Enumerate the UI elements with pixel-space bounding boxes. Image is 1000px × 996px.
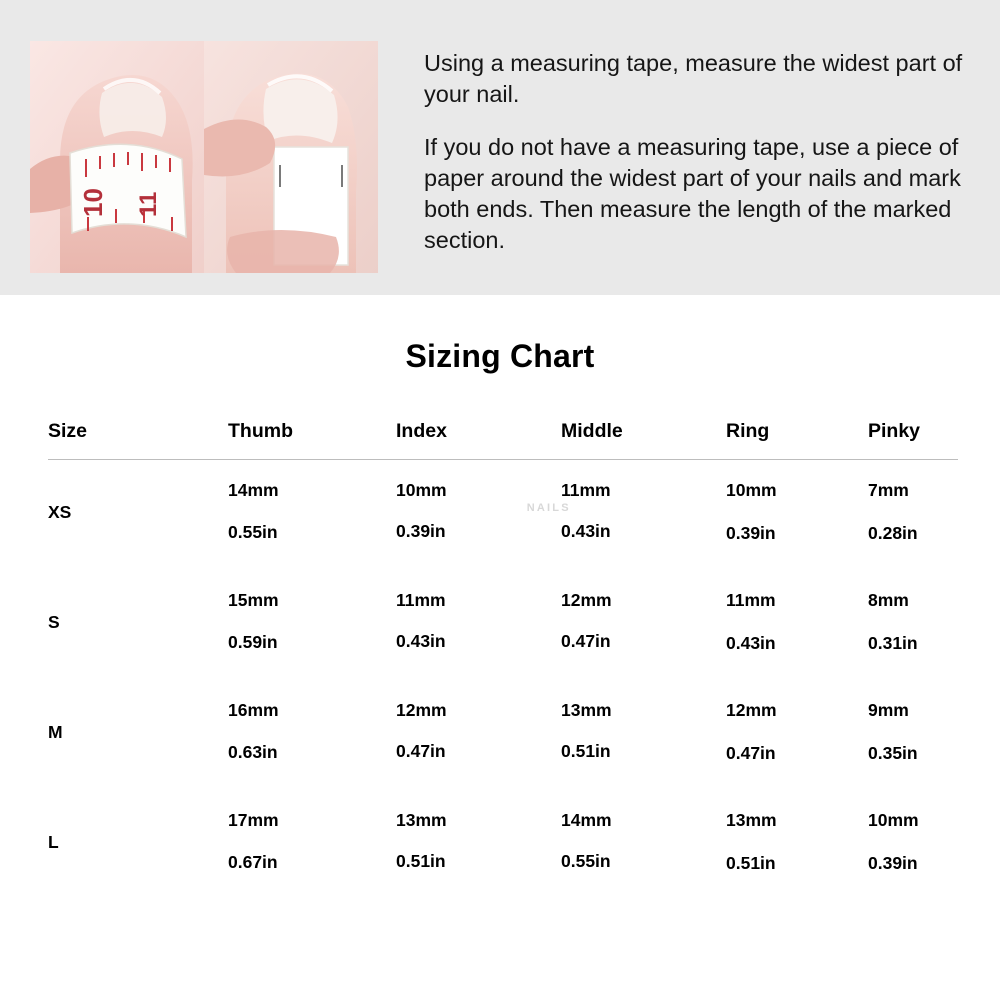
column-header-pinky: Pinky: [868, 420, 921, 442]
value-mm: 13mm: [561, 699, 612, 720]
value-in: 0.59in: [228, 631, 278, 652]
column-header-middle: Middle: [561, 420, 623, 442]
value-in: 0.67in: [228, 851, 278, 872]
cell-ring: [726, 460, 868, 570]
cell-middle: [561, 680, 726, 790]
value-mm: 9mm: [868, 699, 909, 720]
value-mm: 14mm: [561, 809, 612, 830]
cell-middle: [561, 570, 726, 680]
table-row: [48, 570, 958, 680]
watermark-primary: THE ONLY: [449, 502, 522, 514]
row-size-label: XS: [48, 502, 72, 522]
value-in: 0.51in: [726, 852, 776, 873]
value-in: 0.43in: [396, 630, 446, 651]
measuring-tape-photo: [30, 41, 378, 273]
value-in: 0.55in: [561, 850, 611, 871]
value-in: 0.39in: [868, 852, 918, 873]
row-size-label: M: [48, 721, 63, 742]
value-mm: 17mm: [228, 809, 279, 830]
sizing-chart-table-wrapper: [48, 420, 958, 900]
value-mm: 11mm: [396, 589, 446, 610]
watermark-secondary: NAILS: [526, 502, 571, 514]
svg-text:11: 11: [135, 191, 162, 217]
instruction-paragraph-1: Using a measuring tape, measure the widest part of your nail.: [424, 50, 963, 108]
value-mm: 11mm: [726, 589, 776, 610]
cell-ring: [726, 570, 868, 680]
value-mm: 10mm: [726, 480, 777, 500]
value-mm: 10mm: [868, 809, 919, 830]
instruction-paragraph-2: If you do not have a measuring tape, use a piece of paper around the widest part of your nails and mark both ends. Then measure the length of the marked section.: [424, 134, 961, 254]
sizing-chart-title: Sizing Chart: [405, 338, 595, 374]
value-mm: 16mm: [228, 699, 279, 720]
value-in: 0.63in: [228, 741, 278, 762]
value-in: 0.55in: [228, 522, 278, 542]
value-mm: 8mm: [868, 589, 909, 610]
svg-text:10: 10: [78, 188, 108, 217]
value-mm: 11mm: [561, 480, 611, 500]
cell-thumb: [228, 790, 396, 900]
value-mm: 10mm: [396, 480, 447, 500]
sizing-chart-table: [48, 420, 958, 900]
cell-thumb: [228, 570, 396, 680]
value-in: 0.43in: [726, 632, 776, 653]
cell-pinky: [868, 570, 958, 680]
cell-pinky: [868, 680, 958, 790]
column-header-size: Size: [48, 420, 88, 442]
row-size-label: S: [48, 611, 60, 632]
column-header-index: Index: [396, 420, 447, 442]
value-mm: 13mm: [726, 809, 777, 830]
cell-pinky: [868, 460, 958, 570]
instructions-band: [0, 0, 1000, 295]
cell-index: [396, 790, 561, 900]
cell-thumb: [228, 680, 396, 790]
value-mm: 12mm: [561, 589, 612, 610]
cell-index: [396, 570, 561, 680]
value-in: 0.51in: [396, 850, 446, 871]
value-mm: 12mm: [726, 699, 777, 720]
cell-middle: [561, 790, 726, 900]
table-header-row: [48, 420, 958, 460]
value-in: 0.47in: [396, 740, 446, 761]
value-in: 0.39in: [726, 523, 776, 543]
value-in: 0.28in: [868, 523, 918, 543]
table-row: [48, 680, 958, 790]
cell-ring: [726, 790, 868, 900]
value-mm: 13mm: [396, 809, 447, 830]
cell-pinky: [868, 790, 958, 900]
value-in: 0.31in: [868, 632, 918, 653]
cell-ring: [726, 680, 868, 790]
column-header-thumb: Thumb: [228, 420, 293, 442]
cell-middle: [561, 460, 726, 570]
column-header-ring: Ring: [726, 420, 770, 442]
value-in: 0.35in: [868, 742, 918, 763]
value-mm: 14mm: [228, 480, 279, 500]
brand-watermark: [449, 495, 571, 521]
cell-thumb: [228, 460, 396, 570]
table-row: [48, 790, 958, 900]
row-size-label: L: [48, 831, 59, 852]
value-mm: 12mm: [396, 699, 447, 720]
instructions-text: [424, 48, 976, 256]
value-in: 0.51in: [561, 740, 611, 761]
value-mm: 15mm: [228, 589, 279, 610]
value-in: 0.47in: [561, 630, 611, 651]
value-in: 0.47in: [726, 742, 776, 763]
value-in: 0.39in: [396, 521, 446, 541]
cell-index: [396, 680, 561, 790]
value-mm: 7mm: [868, 480, 909, 500]
value-in: 0.43in: [561, 521, 611, 541]
